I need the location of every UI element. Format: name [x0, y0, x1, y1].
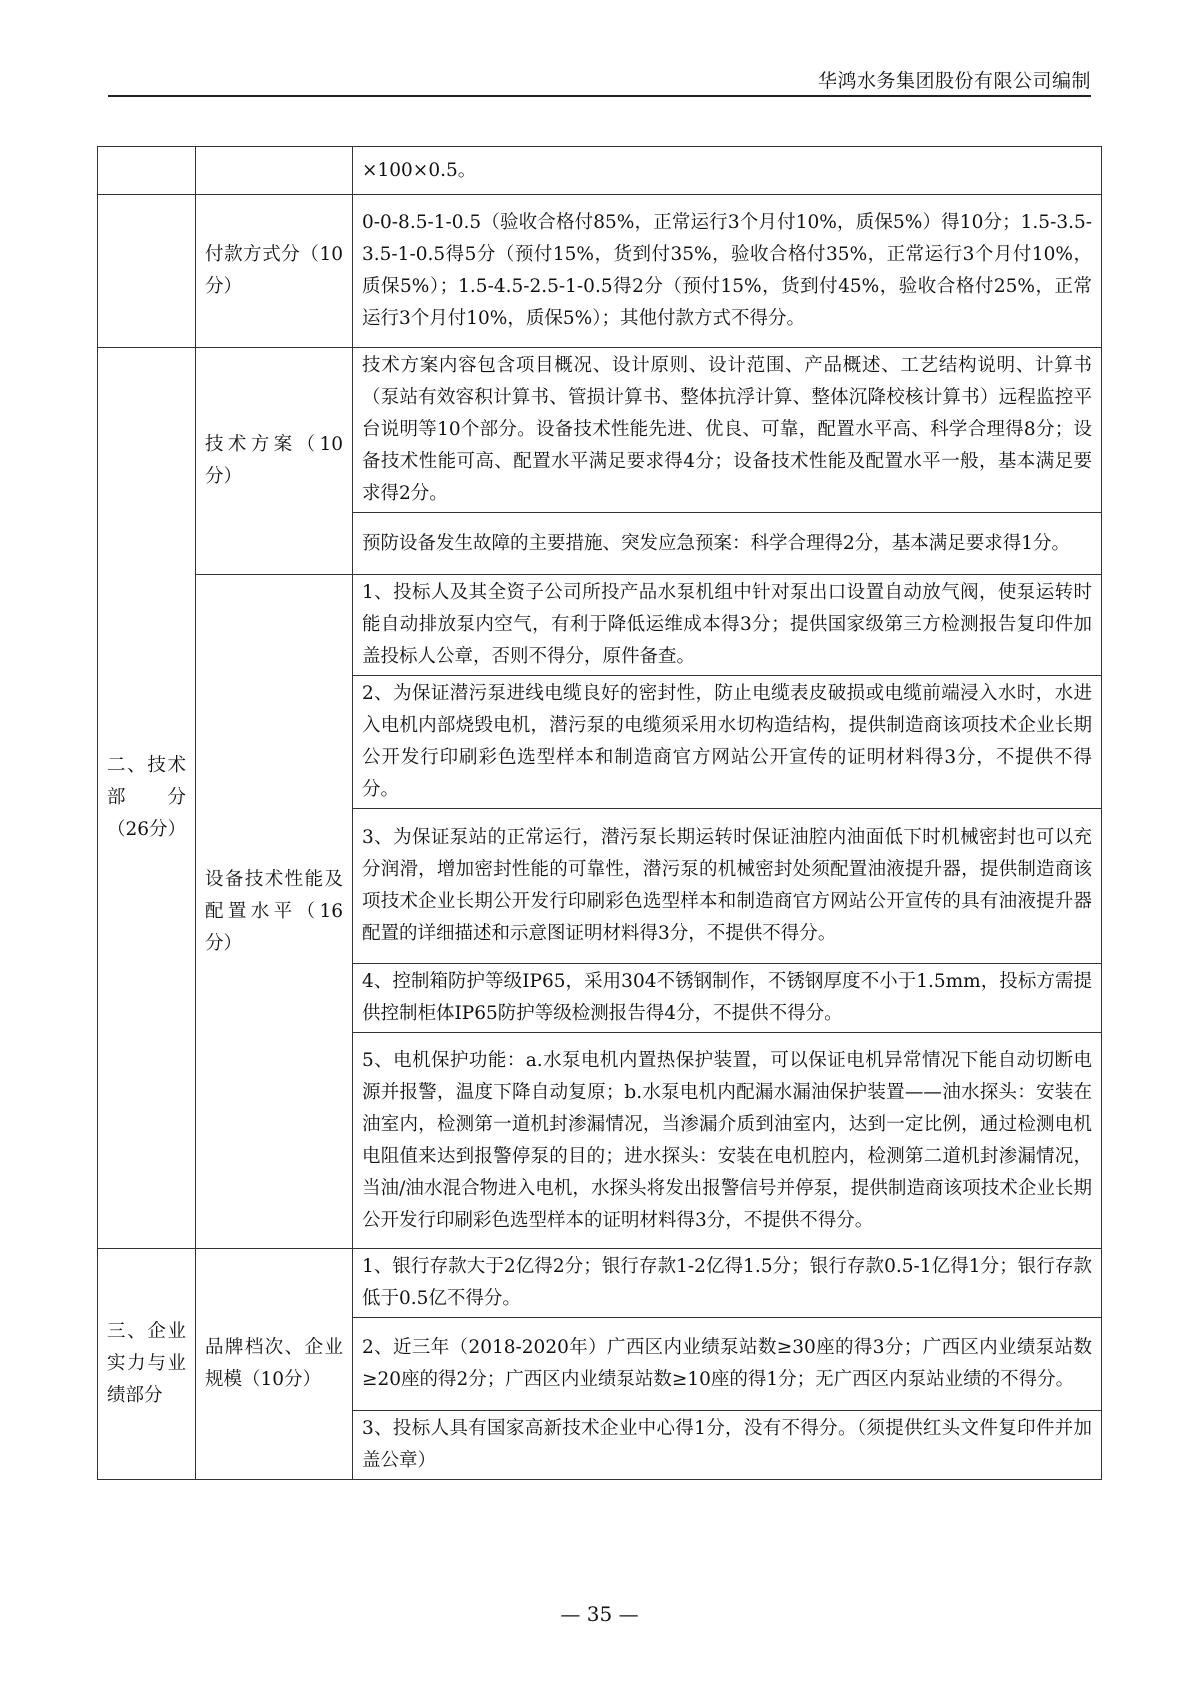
equipment-label: 设备技术性能及配置水平（16分） [196, 575, 353, 1249]
brand-item3: 3、投标人具有国家高新技术企业中心得1分，没有不得分。（须提供红头文件复印件并加盖公章） [353, 1411, 1102, 1480]
scoring-table [97, 146, 1102, 1480]
table-row [98, 575, 1102, 676]
table-row [98, 147, 1102, 195]
equipment-item1: 1、投标人及其全资子公司所投产品水泵机组中针对泵出口设置自动放气阀，使泵运转时能自动排放泵内空气，有利于降低运维成本得3分；提供国家级第三方检测报告复印件加盖投标人公章，否则不得分，原件备查。 [353, 575, 1102, 676]
section-cell-empty [98, 195, 196, 348]
tech-section-label: 二、技术部分（26分） [98, 348, 196, 1249]
payment-label: 付款方式分（10分） [196, 195, 353, 348]
equipment-item5: 5、电机保护功能：a.水泵电机内置热保护装置，可以保证电机异常情况下能自动切断电源并报警，温度下降自动复原；b.水泵电机内配漏水漏油保护装置——油水探头：安装在油室内，检测第一道机封渗漏情况，当渗漏介质到油室内，达到一定比例，通过检测电机电阻值来达到报警停泵的目的；进水探头：安装在电机腔内，检测第二道机封渗漏情况，当油/油水混合物进入电机，水探头将发出报警信号并停泵，提供制造商该项技术企业长期公开发行印刷彩色选型样本的证明材料得3分，不提供不得分。 [353, 1033, 1102, 1249]
tech-plan-item1: 技术方案内容包含项目概况、设计原则、设计范围、产品概述、工艺结构说明、计算书（泵站有效容积计算书、管损计算书、整体抗浮计算、整体沉降校核计算书）远程监控平台说明等10个部分。设备技术性能先进、优良、可靠，配置水平高、科学合理得8分；设备技术性能可高、配置水平满足要求得4分；设备技术性能及配置水平一般，基本满足要求得2分。 [353, 348, 1102, 513]
brand-item2: 2、近三年（2018-2020年）广西区内业绩泵站数≥30座的得3分；广西区内业绩泵站数≥20座的得2分；广西区内业绩泵站数≥10座的得1分；无广西区内泵站业绩的不得分。 [353, 1318, 1102, 1411]
equipment-item3: 3、为保证泵站的正常运行，潜污泵长期运转时保证油腔内油面低下时机械密封也可以充分润滑，增加密封性能的可靠性，潜污泵的机械密封处须配置油液提升器，提供制造商该项技术企业长期公开发行印刷彩色选型样本和制造商官方网站公开宣传的具有油液提升器配置的详细描述和示意图证明材料得3分，不提供不得分。 [353, 809, 1102, 964]
sub-cell-empty [196, 147, 353, 195]
header-org: 华鸿水务集团股份有限公司编制 [817, 70, 1091, 92]
header-rule [108, 95, 1091, 97]
table-row [98, 195, 1102, 348]
brand-item1: 1、银行存款大于2亿得2分；银行存款1-2亿得1.5分；银行存款0.5-1亿得1分；银行存款低于0.5亿不得分。 [353, 1249, 1102, 1318]
strength-section-label: 三、企业实力与业绩部分 [98, 1249, 196, 1480]
section-cell-empty [98, 147, 196, 195]
page-number: — 35 — [560, 1602, 639, 1626]
brand-label: 品牌档次、企业规模（10分） [196, 1249, 353, 1480]
tech-plan-label: 技术方案（10分） [196, 348, 353, 575]
equipment-item4: 4、控制箱防护等级IP65，采用304不锈钢制作，不锈钢厚度不小于1.5mm，投标方需提供控制柜体IP65防护等级检测报告得4分，不提供不得分。 [353, 964, 1102, 1033]
criteria-cell: ×100×0.5。 [353, 147, 1102, 195]
equipment-item2: 2、为保证潜污泵进线电缆良好的密封性，防止电缆表皮破损或电缆前端浸入水时，水进入电机内部烧毁电机，潜污泵的电缆须采用水切构造结构，提供制造商该项技术企业长期公开发行印刷彩色选型样本和制造商官方网站公开宣传的证明材料得3分，不提供不得分。 [353, 676, 1102, 809]
payment-criteria: 0-0-8.5-1-0.5（验收合格付85%，正常运行3个月付10%，质保5%）得10分；1.5-3.5-3.5-1-0.5得5分（预付15%，货到付35%，验收合格付35%，正常运行3个月付10%，质保5%）；1.5-4.5-2.5-1-0.5得2分（预付15%，货到付45%，验收合格付25%，正常运行3个月付10%，质保5%）；其他付款方式不得分。 [353, 195, 1102, 348]
table-row [98, 348, 1102, 513]
tech-plan-item2: 预防设备发生故障的主要措施、突发应急预案：科学合理得2分，基本满足要求得1分。 [353, 513, 1102, 575]
table-row [98, 1249, 1102, 1318]
